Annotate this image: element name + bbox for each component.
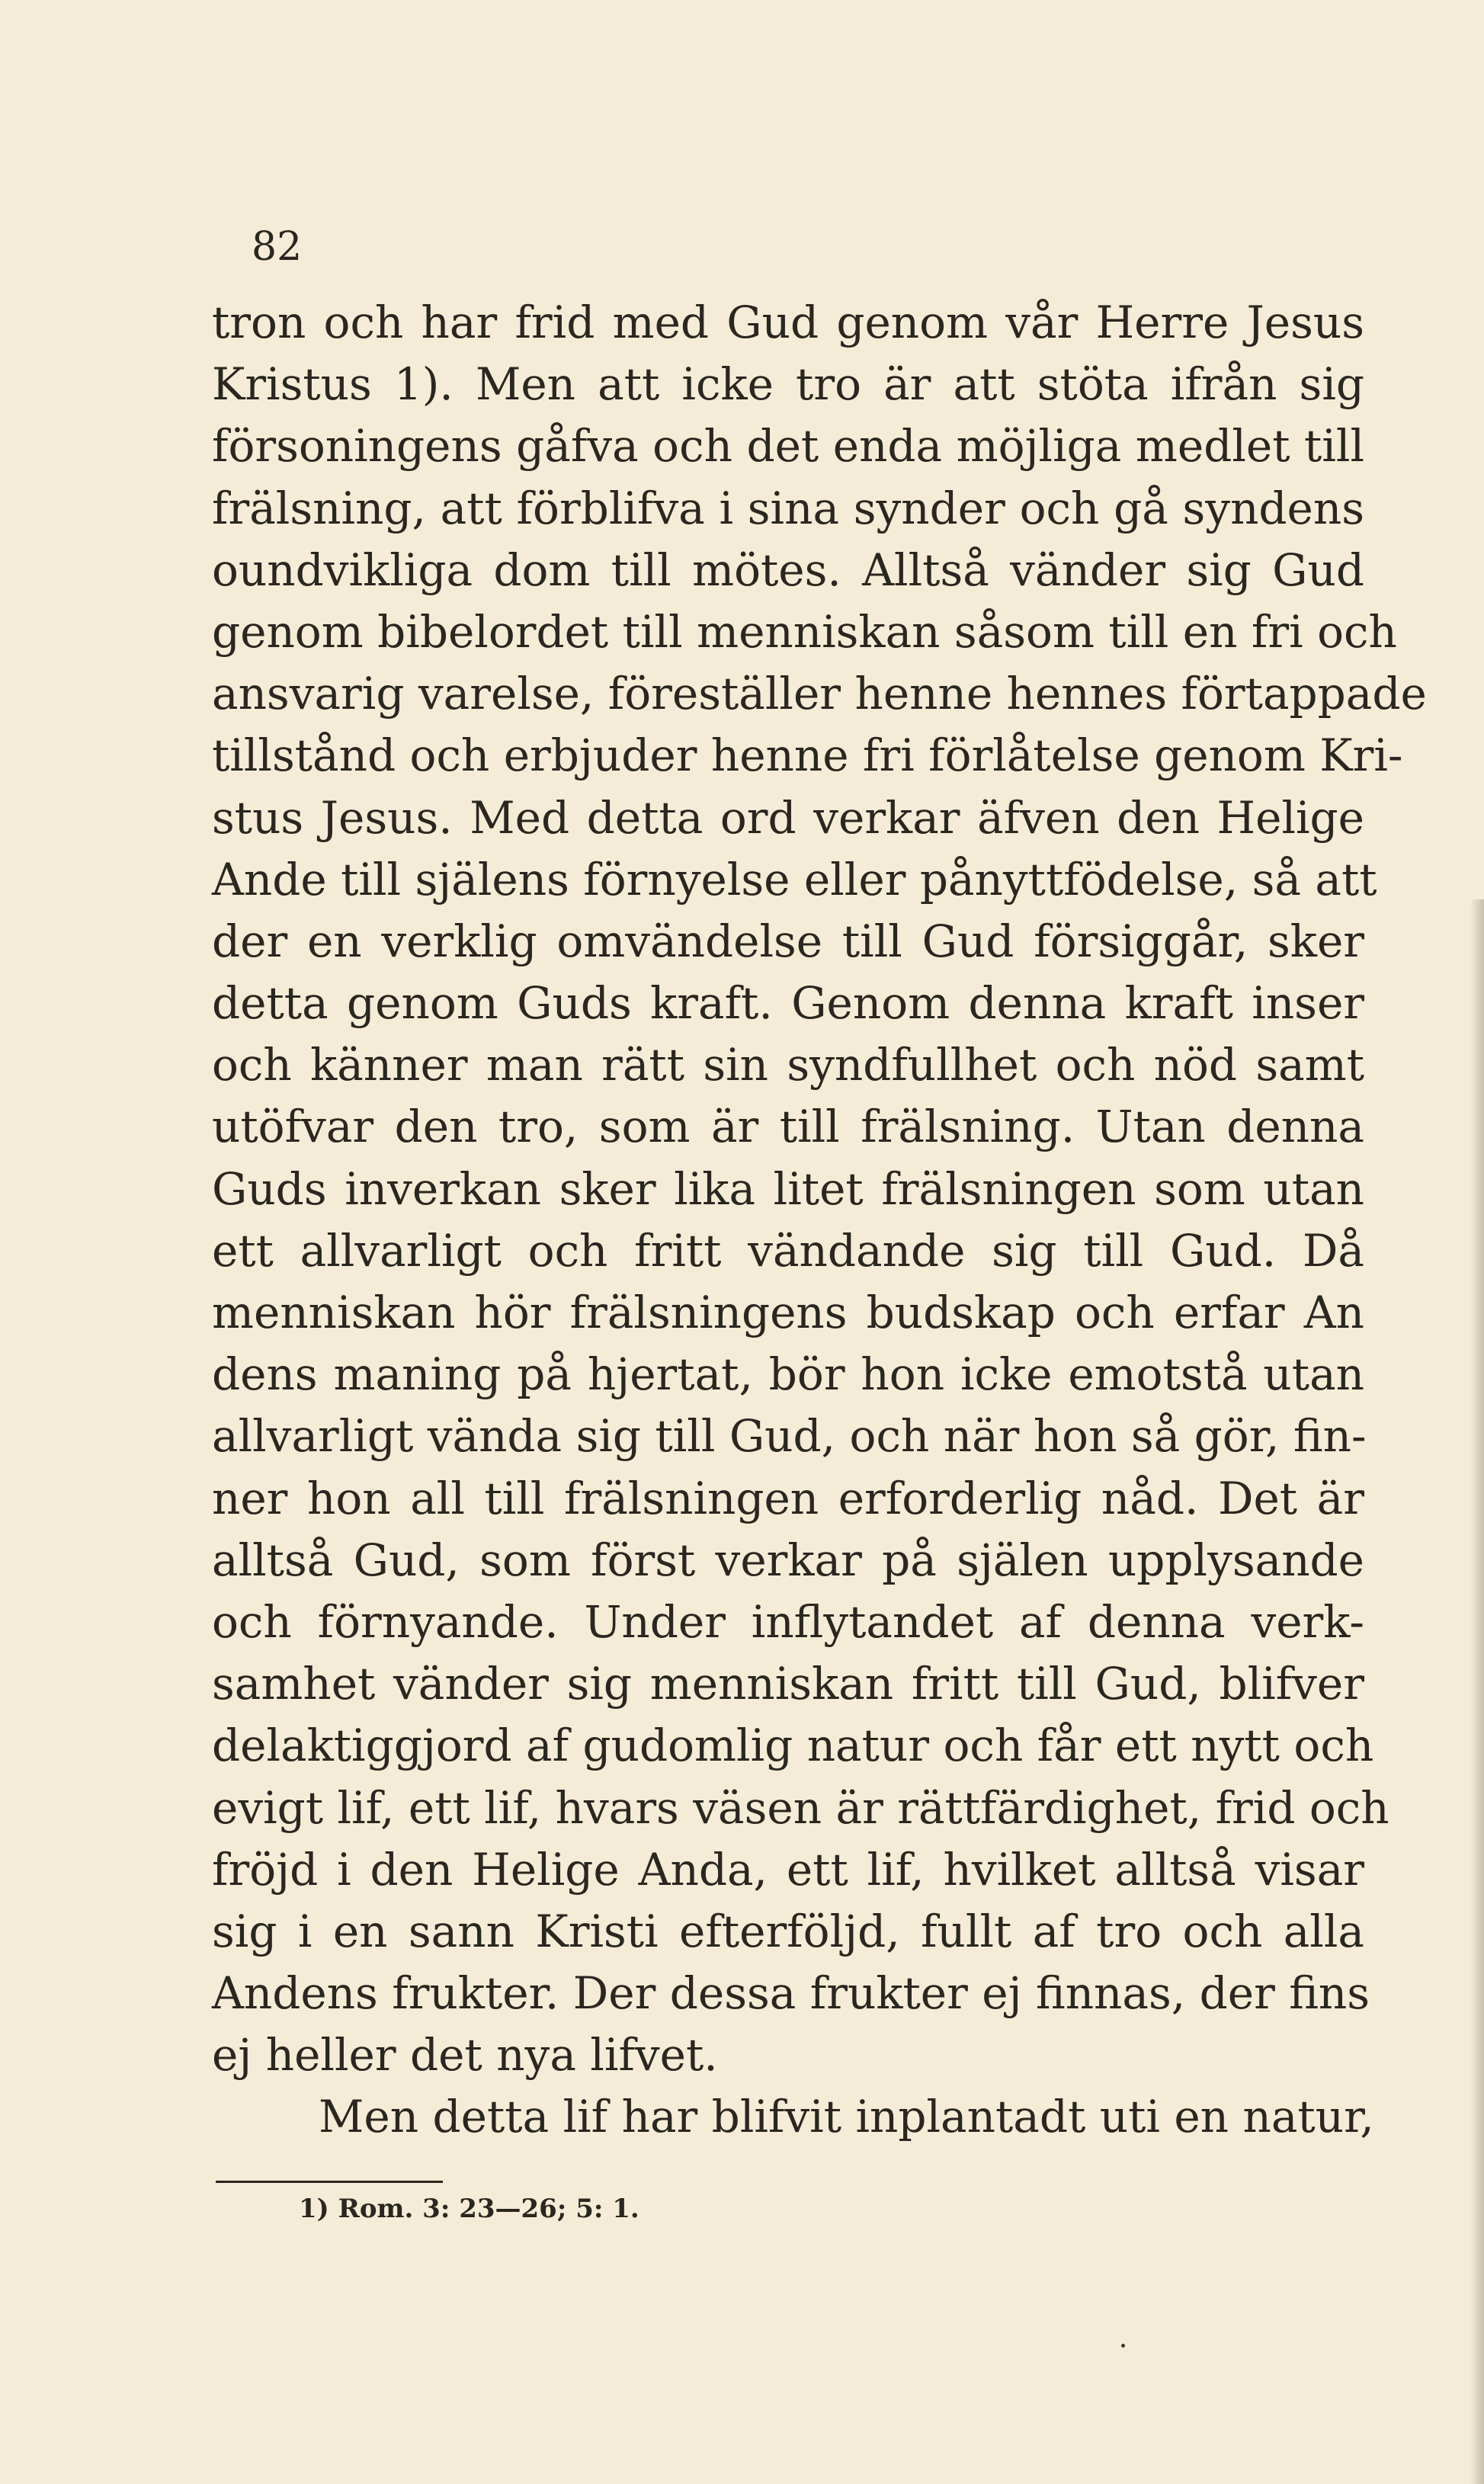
text-line: der en verklig omvändelse till Gud försiggår, sker bbox=[212, 915, 1364, 967]
text-line: sig i en sann Kristi efterföljd, fullt af tro och alla bbox=[212, 1905, 1364, 1957]
text-line: och känner man rätt sin syndfullhet och nöd samt bbox=[212, 1039, 1364, 1091]
text-line: Kristus 1). Men att icke tro är att stöta ifrån sig bbox=[212, 358, 1364, 411]
text-line: allvarligt vända sig till Gud, och när hon så gör, fin- bbox=[212, 1410, 1367, 1463]
text-line: Guds inverkan sker lika litet frälsningen som utan bbox=[212, 1162, 1364, 1215]
text-line: alltså Gud, som först verkar på själen upplysande bbox=[212, 1534, 1364, 1586]
page-number: 82 bbox=[252, 224, 303, 270]
text-line: försoningens gåfva och det enda möjliga medlet till bbox=[212, 420, 1364, 473]
text-line: samhet vänder sig menniskan fritt till Gud, blifver bbox=[212, 1658, 1364, 1710]
text-line: Ande till själens förnyelse eller pånyttfödelse, så att bbox=[212, 853, 1377, 905]
text-line: tillstånd och erbjuder henne fri förlåtelse genom Kri- bbox=[212, 729, 1403, 782]
text-line: menniskan hör frälsningens budskap och erfar An bbox=[212, 1287, 1364, 1338]
text-line: oundvikliga dom till mötes. Alltså vänder sig Gud bbox=[212, 543, 1364, 596]
footnote: 1) Rom. 3: 23—26; 5: 1. bbox=[299, 2194, 639, 2224]
text-line: ett allvarligt och fritt vändande sig till Gud. Då bbox=[212, 1224, 1364, 1277]
text-line: Andens frukter. Der dessa frukter ej finnas, der fins bbox=[212, 1967, 1370, 2020]
text-line: och förnyande. Under inflytandet af denna verk- bbox=[212, 1595, 1364, 1648]
text-line: detta genom Guds kraft. Genom denna kraft inser bbox=[212, 977, 1364, 1030]
page-edge-shadow bbox=[1470, 899, 1484, 2484]
text-line: genom bibelordet till menniskan såsom till en fri och bbox=[212, 605, 1397, 658]
body-text bbox=[212, 292, 1427, 2149]
text-line: evigt lif, ett lif, hvars väsen är rättfärdighet, frid och bbox=[212, 1781, 1389, 1834]
text-line: utöfvar den tro, som är till frälsning. Utan denna bbox=[212, 1101, 1364, 1153]
text-line: dens maning på hjertat, bör hon icke emotstå utan bbox=[212, 1348, 1364, 1401]
text-line: stus Jesus. Med detta ord verkar äfven den Helige bbox=[212, 791, 1364, 844]
text-line: frälsning, att förblifva i sina synder och gå syndens bbox=[212, 482, 1364, 534]
text-line: delaktiggjord af gudomlig natur och får ett nytt och bbox=[212, 1720, 1374, 1772]
text-line: ansvarig varelse, föreställer henne hennes förtappade bbox=[212, 668, 1427, 720]
footnote-rule bbox=[216, 2181, 443, 2183]
text-line: tron och har frid med Gud genom vår Herre Jesus bbox=[212, 296, 1364, 348]
paper-speck bbox=[1121, 2344, 1125, 2348]
text-line-paragraph-start: Men detta lif har blifvit inplantadt uti en natur, bbox=[319, 2091, 1374, 2143]
text-line-paragraph-end: ej heller det nya lifvet. bbox=[212, 2029, 718, 2082]
text-line: ner hon all till frälsningen erforderlig nåd. Det är bbox=[212, 1472, 1364, 1524]
text-line: fröjd i den Helige Anda, ett lif, hvilket alltså visar bbox=[212, 1843, 1364, 1896]
